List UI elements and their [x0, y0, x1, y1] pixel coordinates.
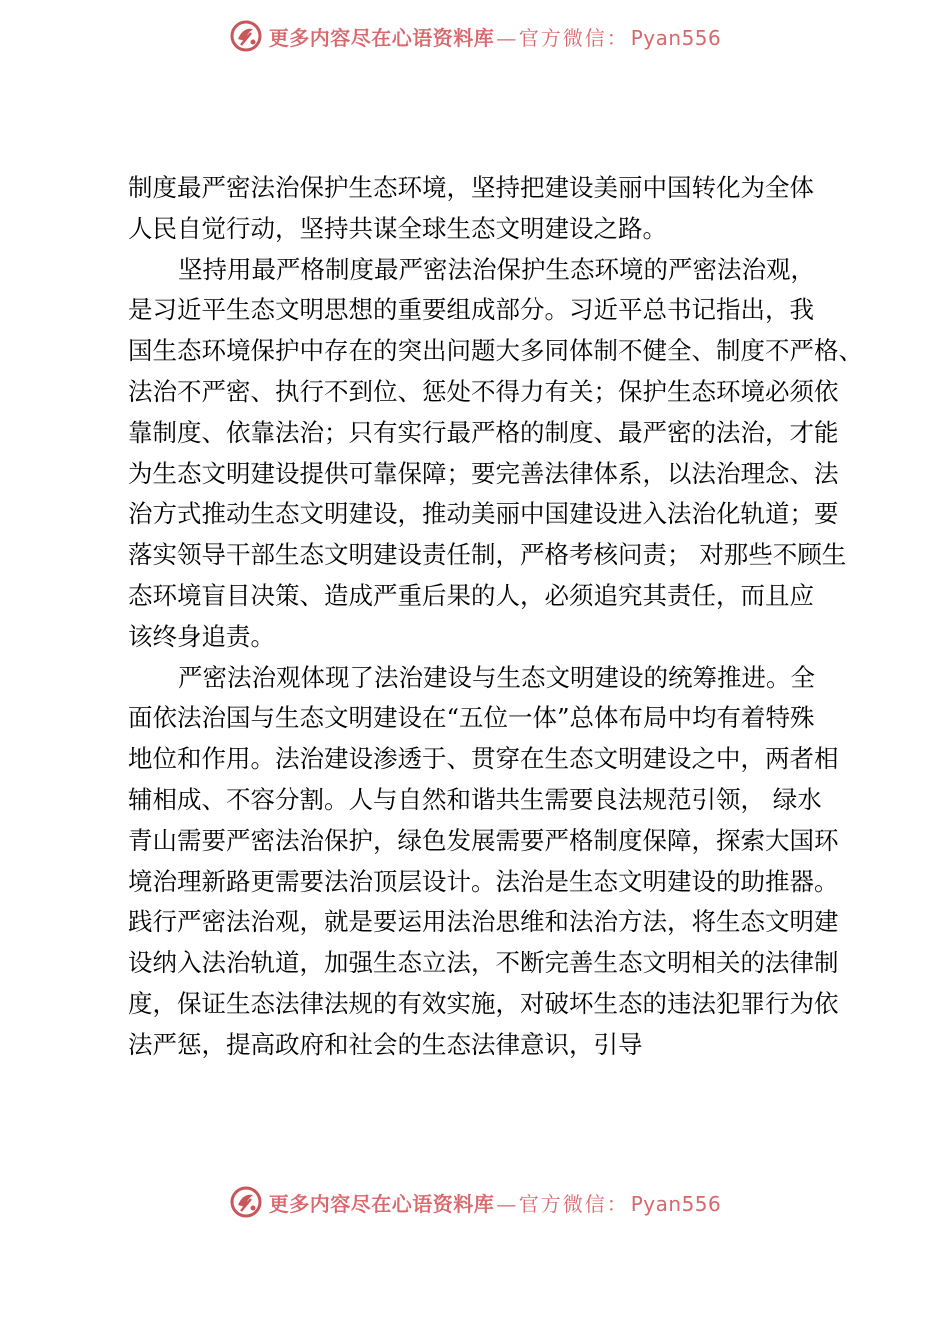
body-line: 度，保证生态法律法规的有效实施，对破坏生态的违法犯罪行为依 — [128, 988, 839, 1018]
brand-logo-icon — [229, 19, 263, 53]
footer-wechat-id: Pyan556 — [630, 1191, 722, 1216]
body-line: 法严惩，提高政府和社会的生态法律意识，引导 — [128, 1029, 643, 1059]
body-line: 落实领导干部生态文明建设责任制，严格考核问责； 对那些不顾生 — [128, 540, 847, 570]
body-line: 设纳入法治轨道，加强生态立法，不断完善生态文明相关的法律制 — [128, 948, 839, 978]
body-line: 人民自觉行动，坚持共谋全球生态文明建设之路。 — [128, 213, 667, 243]
header-library-text: 更多内容尽在心语资料库 — [268, 25, 495, 50]
footer-banner-text — [269, 1188, 722, 1217]
body-line: 境治理新路更需要法治顶层设计。法治是生态文明建设的助推器。 — [128, 866, 839, 896]
body-line: 严密法治观体现了法治建设与生态文明建设的统筹推进。全 — [178, 662, 815, 692]
body-line: 为生态文明建设提供可靠保障；要完善法律体系，以法治理念、法 — [128, 458, 839, 488]
brand-logo-icon — [229, 1185, 263, 1219]
body-line: 制度最严密法治保护生态环境，坚持把建设美丽中国转化为全体 — [128, 173, 814, 202]
header-wechat-id: Pyan556 — [630, 25, 722, 50]
body-line: 靠制度、依靠法治；只有实行最严格的制度、最严密的法治，才能 — [128, 417, 839, 447]
body-line: 态环境盲目决策、造成严重后果的人，必须追究其责任，而且应 — [128, 580, 814, 610]
body-line: 是习近平生态文明思想的重要组成部分。习近平总书记指出，我 — [128, 295, 814, 325]
header-dash: — — [496, 25, 517, 50]
footer-dash: — — [496, 1191, 517, 1216]
footer-banner — [0, 1180, 950, 1224]
body-line: 面依法治国与生态文明建设在“五位一体”总体布局中均有着特殊 — [128, 703, 815, 733]
header-wechat-label: 官方微信： — [518, 25, 629, 50]
footer-wechat-label: 官方微信： — [518, 1191, 629, 1216]
header-banner-text — [269, 22, 722, 51]
body-line: 践行严密法治观，就是要运用法治思维和法治方法，将生态文明建 — [128, 907, 839, 937]
body-line: 该终身追责。 — [128, 621, 275, 651]
footer-library-text: 更多内容尽在心语资料库 — [268, 1191, 495, 1216]
body-line: 法治不严密、执行不到位、惩处不得力有关；保护生态环境必须依 — [128, 376, 839, 406]
body-line: 辅相成、不容分割。人与自然和谐共生需要良法规范引领， 绿水 — [128, 784, 822, 814]
body-line: 坚持用最严格制度最严密法治保护生态环境的严密法治观， — [178, 254, 815, 284]
body-line: 国生态环境保护中存在的突出问题大多同体制不健全、制度不严格、 — [128, 336, 863, 366]
body-line: 青山需要严密法治保护，绿色发展需要严格制度保障，探索大国环 — [128, 825, 839, 855]
header-banner — [0, 14, 950, 58]
body-line: 地位和作用。法治建设渗透于、贯穿在生态文明建设之中，两者相 — [128, 744, 839, 774]
body-line: 治方式推动生态文明建设，推动美丽中国建设进入法治化轨道；要 — [128, 499, 839, 529]
document-body — [128, 168, 863, 1066]
